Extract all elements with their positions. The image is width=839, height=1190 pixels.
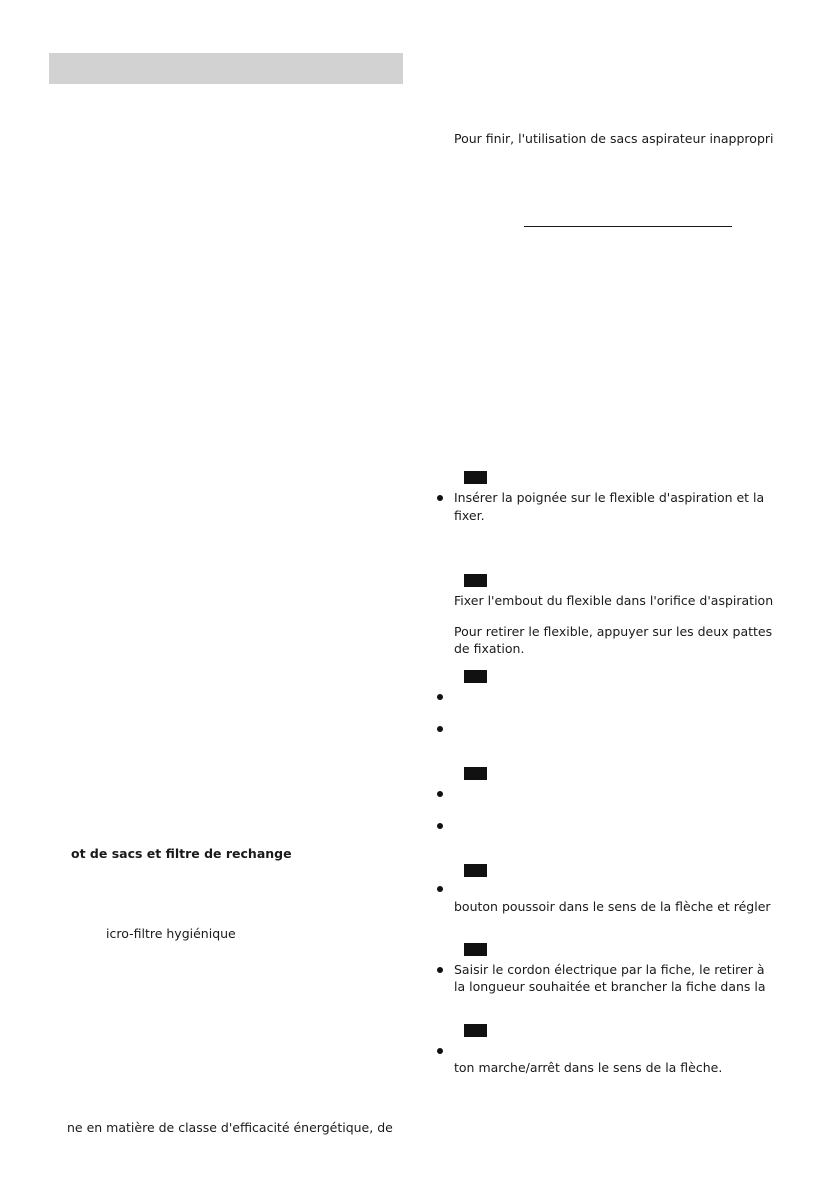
step-figure-marker xyxy=(464,574,487,587)
step1-text-line2: fixer. xyxy=(454,508,485,523)
bullet xyxy=(437,694,443,700)
step-figure-marker xyxy=(464,670,487,683)
bullet xyxy=(437,495,443,501)
step-figure-marker xyxy=(464,864,487,877)
step6-text-line2: la longueur souhaitée et brancher la fiche dans la xyxy=(454,979,766,994)
step-figure-marker xyxy=(464,943,487,956)
divider-line xyxy=(524,226,732,227)
section-header-bar xyxy=(49,53,403,84)
step7-text: ton marche/arrêt dans le sens de la flèche. xyxy=(454,1060,723,1075)
step-figure-marker xyxy=(464,1024,487,1037)
bullet xyxy=(437,726,443,732)
bullet xyxy=(437,886,443,892)
accessories-heading: ot de sacs et filtre de rechange xyxy=(71,846,292,861)
step1-text-line1: Insérer la poignée sur le flexible d'aspiration et la xyxy=(454,490,765,505)
step-figure-marker xyxy=(464,767,487,780)
step2-text-line1: Fixer l'embout du flexible dans l'orifice d'aspiration xyxy=(454,593,774,608)
bullet xyxy=(437,1048,443,1054)
hygiene-filter-label: icro-filtre hygiénique xyxy=(106,926,236,941)
step5-text: bouton poussoir dans le sens de la flèche et régler xyxy=(454,899,771,914)
bullet xyxy=(437,823,443,829)
step2-text-line3: de fixation. xyxy=(454,641,525,656)
energy-class-text: ne en matière de classe d'efficacité énergétique, de xyxy=(67,1120,393,1135)
step6-text-line1: Saisir le cordon électrique par la fiche, le retirer à xyxy=(454,962,765,977)
step-figure-marker xyxy=(464,471,487,484)
step2-text-line2: Pour retirer le flexible, appuyer sur les deux pattes xyxy=(454,624,773,639)
bullet xyxy=(437,791,443,797)
intro-text: Pour finir, l'utilisation de sacs aspirateur inappropri xyxy=(454,131,774,146)
bullet xyxy=(437,967,443,973)
